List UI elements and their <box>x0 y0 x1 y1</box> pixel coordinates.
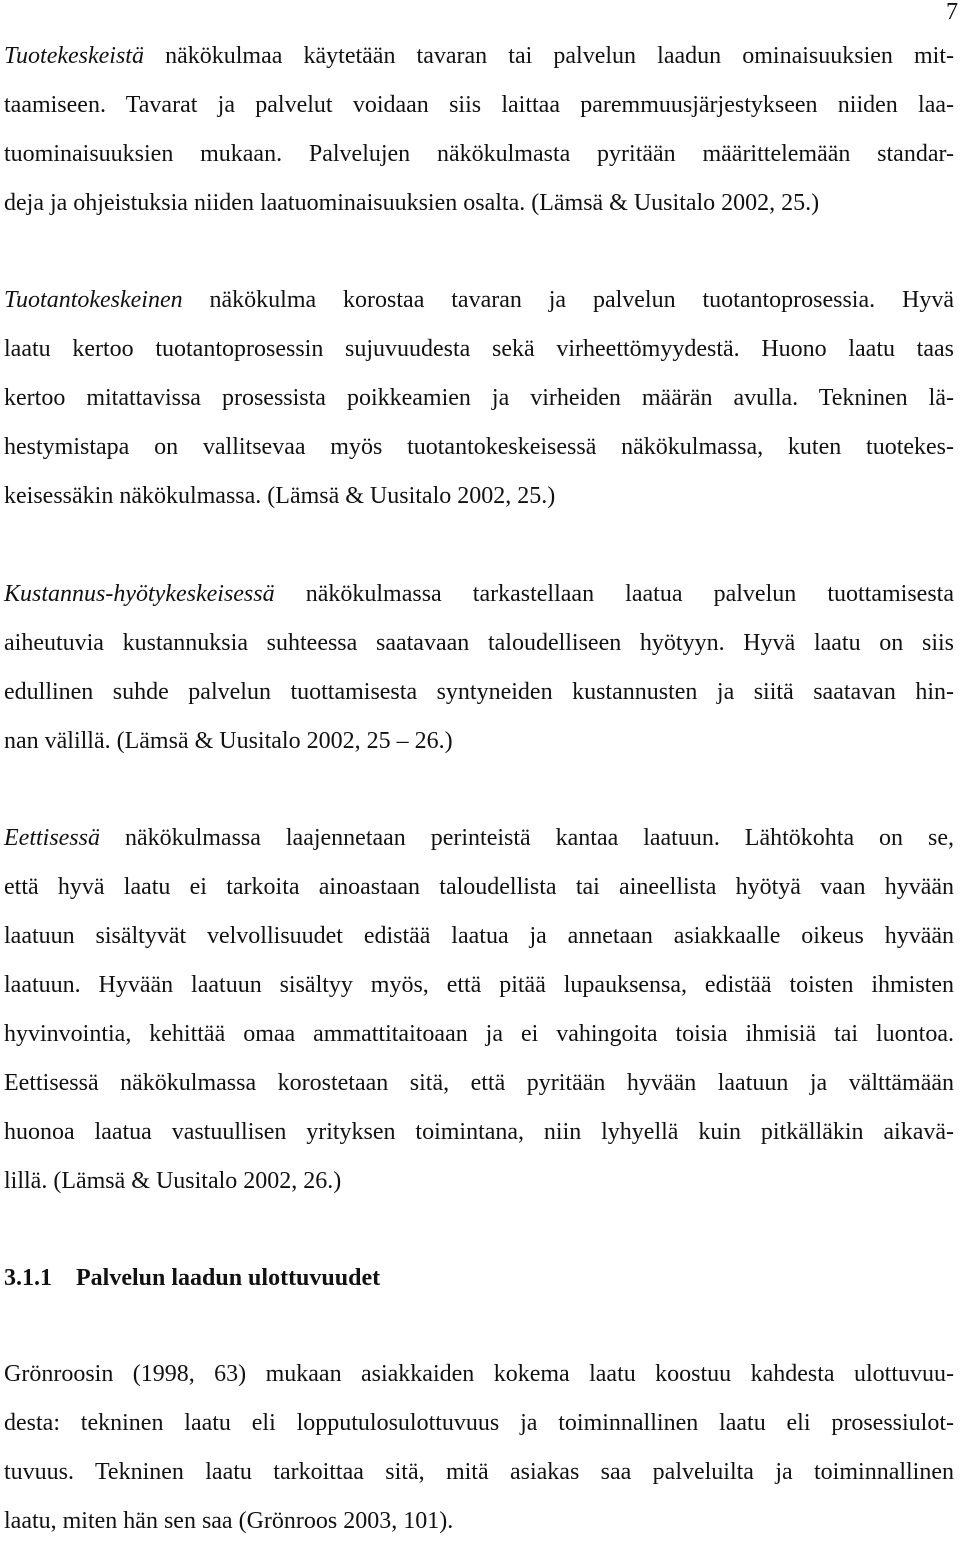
italic-term: Tuotekeskeistä <box>4 43 144 69</box>
text-line <box>4 961 954 1010</box>
text-line <box>4 1157 954 1206</box>
paragraph-cost-benefit <box>4 570 954 766</box>
line-text: laatu, miten hän sen saa (Grönroos 2003, 101). <box>4 1508 454 1534</box>
text-line <box>4 32 954 81</box>
text-line <box>4 1108 954 1157</box>
text-line <box>4 179 954 228</box>
italic-term: Tuotantokeskeinen <box>4 287 183 313</box>
line-text: Grönroosin (1998, 63) mukaan asiakkaiden kokema laatu koostuu kahdesta ulottuvuu- <box>4 1361 954 1387</box>
text-line <box>4 130 954 179</box>
text-line <box>4 325 954 374</box>
line-text: näkökulmassa tarkastellaan laatua palvelun tuottamisesta <box>274 581 954 607</box>
text-line <box>4 1399 954 1448</box>
line-text: että hyvä laatu ei tarkoita ainoastaan taloudellista tai aineellista hyötyä vaan hyvään <box>4 874 954 900</box>
text-line <box>4 374 954 423</box>
line-text: nan välillä. (Lämsä & Uusitalo 2002, 25 – 26.) <box>4 728 453 754</box>
line-text: tuominaisuuksien mukaan. Palvelujen näkökulmasta pyritään määrittelemään standar- <box>4 141 954 167</box>
line-text: keisessäkin näkökulmassa. (Lämsä & Uusitalo 2002, 25.) <box>4 483 556 509</box>
text-line <box>4 1350 954 1399</box>
line-text: tuvuus. Tekninen laatu tarkoittaa sitä, mitä asiakas saa palveluilta ja toiminnallinen <box>4 1459 954 1485</box>
text-line <box>4 863 954 912</box>
line-text: edullinen suhde palvelun tuottamisesta syntyneiden kustannusten ja siitä saatavan hin- <box>4 679 954 705</box>
line-text: näkökulma korostaa tavaran ja palvelun tuotantoprosessia. Hyvä <box>182 287 954 313</box>
text-line <box>4 1010 954 1059</box>
line-text: hestymistapa on vallitsevaa myös tuotantokeskeisessä näkökulmassa, kuten tuotekes- <box>4 434 954 460</box>
line-text: laatuun. Hyvään laatuun sisältyy myös, että pitää lupauksensa, edistää toisten ihmisten <box>4 972 954 998</box>
text-line <box>4 1497 954 1546</box>
paragraph-ethical <box>4 814 954 1206</box>
section-title: Palvelun laadun ulottuvuudet <box>76 1265 381 1291</box>
text-line <box>4 276 954 325</box>
text-line <box>4 912 954 961</box>
text-line <box>4 423 954 472</box>
line-text: näkökulmaa käytetään tavaran tai palvelun laadun ominaisuuksien mit- <box>143 43 954 69</box>
line-text: taamiseen. Tavarat ja palvelut voidaan siis laittaa paremmuusjärjestykseen niiden laa- <box>4 92 954 118</box>
paragraph-production-oriented <box>4 276 954 521</box>
line-text: lillä. (Lämsä & Uusitalo 2002, 26.) <box>4 1168 342 1194</box>
line-text: huonoa laatua vastuullisen yrityksen toimintana, niin lyhyellä kuin pitkälläkin aikavä- <box>4 1119 954 1145</box>
line-text: deja ja ohjeistuksia niiden laatuominaisuuksien osalta. (Lämsä & Uusitalo 2002, 25.) <box>4 190 820 216</box>
page-number: 7 <box>946 0 958 25</box>
text-line <box>4 1059 954 1108</box>
line-text: aiheutuvia kustannuksia suhteessa saatavaan taloudelliseen hyötyyn. Hyvä laatu on siis <box>4 630 954 656</box>
section-heading <box>4 1256 380 1300</box>
text-line <box>4 472 954 521</box>
text-line <box>4 717 954 766</box>
text-line <box>4 814 954 863</box>
italic-term: Eettisessä <box>4 825 100 851</box>
text-line <box>4 570 954 619</box>
text-line <box>4 81 954 130</box>
line-text: Eettisessä näkökulmassa korostetaan sitä, että pyritään hyvään laatuun ja välttämään <box>4 1070 954 1096</box>
line-text: laatuun sisältyvät velvollisuudet edistää laatua ja annetaan asiakkaalle oikeus hyvään <box>4 923 954 949</box>
text-line <box>4 668 954 717</box>
paragraph-gronroos <box>4 1350 954 1546</box>
line-text: kertoo mitattavissa prosessista poikkeamien ja virheiden määrän avulla. Tekninen lä- <box>4 385 954 411</box>
text-line <box>4 619 954 668</box>
line-text: hyvinvointia, kehittää omaa ammattitaitoaan ja ei vahingoita toisia ihmisiä tai luontoa. <box>4 1021 954 1047</box>
italic-term: Kustannus-hyötykeskeisessä <box>4 581 275 607</box>
line-text: desta: tekninen laatu eli lopputulosulottuvuus ja toiminnallinen laatu eli prosessiulot- <box>4 1410 954 1436</box>
paragraph-product-oriented <box>4 32 954 228</box>
text-line <box>4 1448 954 1497</box>
line-text: laatu kertoo tuotantoprosessin sujuvuudesta sekä virheettömyydestä. Huono laatu taas <box>4 336 954 362</box>
line-text: näkökulmassa laajennetaan perinteistä kantaa laatuun. Lähtökohta on se, <box>100 825 954 851</box>
section-number: 3.1.1 <box>4 1265 52 1291</box>
